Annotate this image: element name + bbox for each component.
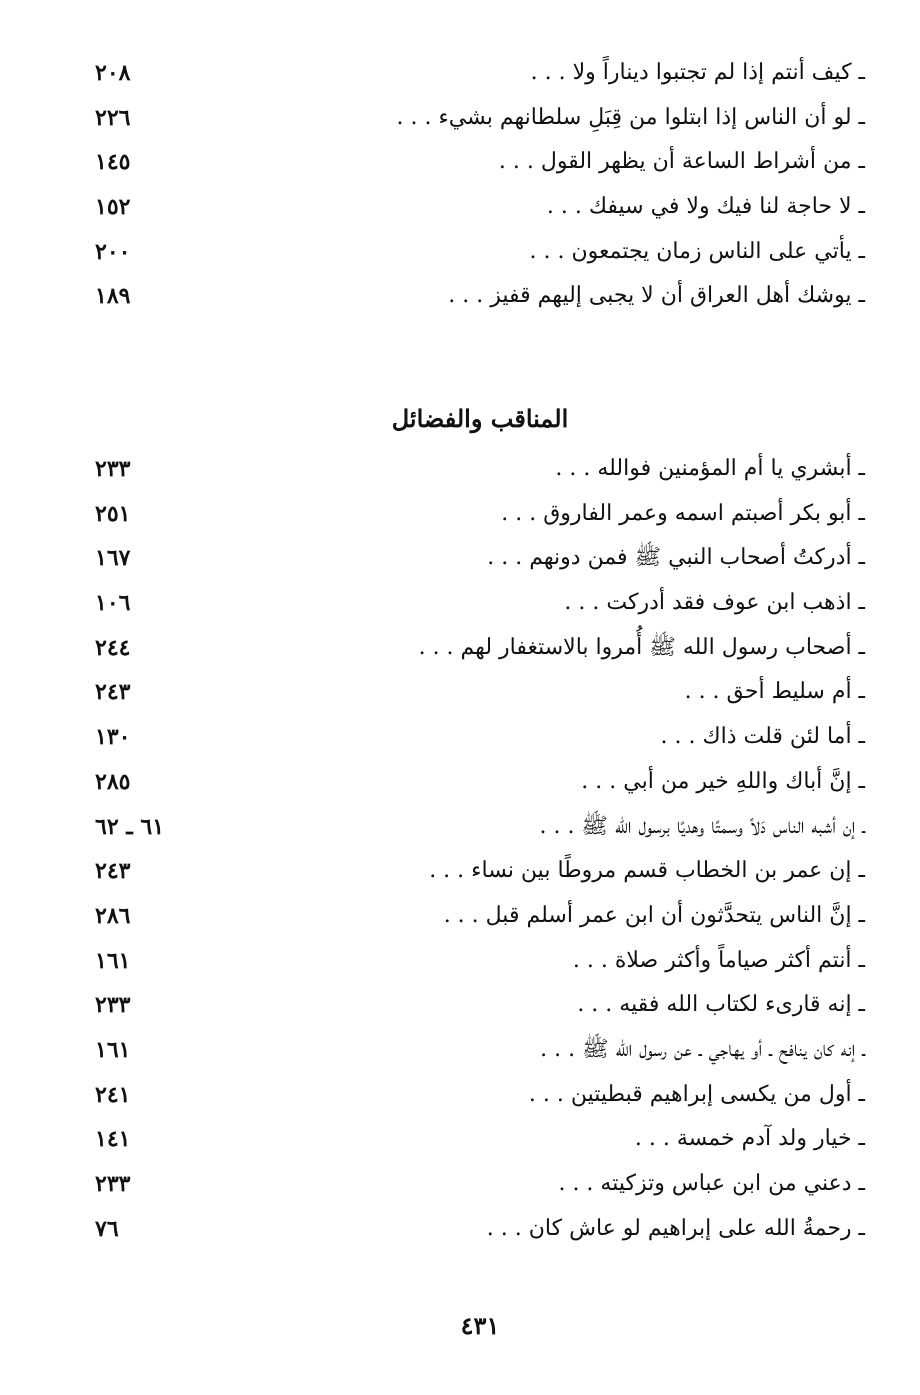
entry-text: ـ أدركتُ أصحاب النبي ﷺ فمن دونهم . . . — [487, 545, 865, 571]
index-entry — [95, 806, 865, 851]
entry-page-number: ٢٤٤ — [95, 634, 131, 661]
entry-page-number: ٢٣٣ — [95, 992, 131, 1019]
index-entry — [95, 716, 865, 761]
entry-page-number: ٢٤١ — [95, 1081, 131, 1108]
index-entry — [95, 186, 865, 231]
index-entry — [95, 627, 865, 672]
entry-text: ـ دعني من ابن عباس وتزكيته . . . — [558, 1171, 865, 1196]
index-entry — [95, 141, 865, 186]
entry-page-number: ١٦١ — [95, 1036, 131, 1063]
index-entry — [95, 1208, 865, 1253]
index-entry — [95, 850, 865, 895]
entry-page-number: ٢٠٨ — [95, 60, 131, 86]
entry-text: ـ إنَّ أباك واللهِ خير من أبي . . . — [581, 768, 865, 794]
index-entry — [95, 1118, 865, 1163]
index-entry — [95, 761, 865, 806]
entry-page-number: ٢٠٠ — [95, 238, 131, 265]
entry-page-number: ١٨٩ — [95, 283, 131, 310]
entry-text: ـ اذهب ابن عوف فقد أدركت . . . — [564, 590, 865, 616]
entry-text: ـ أبشري يا أم المؤمنين فوالله . . . — [555, 456, 865, 481]
entry-page-number: ٢٨٦ — [95, 902, 131, 929]
section-title: المناقب والفضائل — [391, 404, 569, 433]
entry-page-number: ١٤٥ — [95, 149, 131, 176]
entry-text: ـ أما لئن قلت ذاك . . . — [660, 724, 865, 750]
entry-text: ـ يأتي على الناس زمان يجتمعون . . . — [529, 238, 865, 264]
index-entry — [95, 582, 865, 627]
index-entry — [95, 97, 865, 142]
section-entry-list — [95, 448, 865, 1252]
entry-page-number: ٢٤٣ — [95, 858, 131, 885]
entry-page-number: ٦١ ـ ٦٢ — [95, 813, 165, 840]
entry-text: ـ أول من يكسى إبراهيم قبطيتين . . . — [528, 1081, 865, 1107]
index-entry — [95, 671, 865, 716]
index-entry — [95, 537, 865, 582]
entry-page-number: ١٦٧ — [95, 545, 131, 572]
index-entry — [95, 1163, 865, 1208]
entry-text: ـ لا حاجة لنا فيك ولا في سيفك . . . — [546, 194, 865, 220]
top-entry-list — [95, 52, 865, 320]
entry-page-number: ٢٤٣ — [95, 679, 131, 706]
index-entry — [95, 493, 865, 538]
index-entry — [95, 448, 865, 493]
entry-text: ـ إن عمر بن الخطاب قسم مروطًا بين نساء . . . — [429, 858, 865, 884]
entry-text: ـ خيار ولد آدم خمسة . . . — [634, 1126, 865, 1152]
entry-text: ـ كيف أنتم إذا لم تجتبوا ديناراً ولا . . . — [530, 60, 865, 85]
entry-page-number: ١٠٦ — [95, 590, 131, 617]
index-entry — [95, 1074, 865, 1119]
entry-page-number: ٢٢٦ — [95, 104, 131, 131]
index-entry — [95, 940, 865, 985]
entry-text: ـ أم سليط أحق . . . — [684, 679, 865, 705]
entry-page-number: ٢٣٣ — [95, 1171, 131, 1197]
entry-text: ـ إنه قارىء لكتاب الله فقيه . . . — [577, 992, 865, 1018]
entry-text: ـ من أشراط الساعة أن يظهر القول . . . — [498, 149, 865, 175]
page-number: ٤٣١ — [460, 1311, 500, 1340]
entry-text: ـ رحمةُ الله على إبراهيم لو عاش كان . . . — [486, 1215, 865, 1241]
entry-text: ـ إنَّ الناس يتحدَّثون أن ابن عمر أسلم قبل . . . — [443, 902, 865, 928]
entry-page-number: ١٦١ — [95, 947, 131, 974]
entry-text: ـ يوشك أهل العراق أن لا يجبى إليهم قفيز . . . — [448, 283, 865, 309]
index-entry — [95, 275, 865, 320]
index-entry — [95, 231, 865, 276]
index-entry — [95, 52, 865, 97]
entry-text: ـ إن أشبه الناس دَلاً وسمتًا وهديًا برسول الله ﷺ . . . — [539, 813, 865, 839]
entry-text: ـ أنتم أكثر صياماً وأكثر صلاة . . . — [572, 947, 865, 973]
entry-page-number: ١٣٠ — [95, 724, 131, 751]
index-entry — [95, 984, 865, 1029]
entry-page-number: ٢٨٥ — [95, 768, 131, 795]
entry-page-number: ٢٣٣ — [95, 456, 131, 482]
entry-text: ـ إنه كان ينافح ـ أو يهاجي ـ عن رسول الله ﷺ . . . — [540, 1036, 865, 1062]
entry-text: ـ أصحاب رسول الله ﷺ أُمروا بالاستغفار لهم . . . — [418, 634, 865, 660]
entry-page-number: ١٥٢ — [95, 194, 131, 221]
index-entry — [95, 895, 865, 940]
entry-page-number: ١٤١ — [95, 1126, 131, 1153]
entry-text: ـ لو أن الناس إذا ابتلوا من قِبَلِ سلطانهم بشيء . . . — [396, 104, 865, 130]
entry-page-number: ٧٦ — [95, 1215, 119, 1242]
entry-text: ـ أبو بكر أصبتم اسمه وعمر الفاروق . . . — [501, 500, 865, 526]
entry-page-number: ٢٥١ — [95, 500, 131, 527]
index-entry — [95, 1029, 865, 1074]
